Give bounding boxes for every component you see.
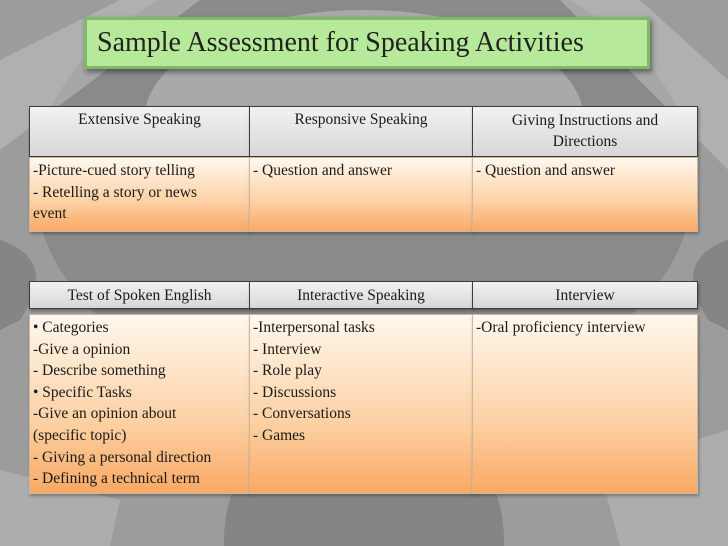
cell-line: - Describe something bbox=[33, 362, 166, 380]
cell-line: -Picture-cued story telling bbox=[33, 162, 195, 179]
cell-line: - Role play bbox=[253, 362, 322, 380]
cell-interactive-speaking bbox=[249, 314, 473, 494]
cell-line: - Retelling a story or news bbox=[33, 183, 198, 201]
cell-line: - Question and answer bbox=[253, 162, 393, 179]
cell-line: - Giving a personal direction bbox=[33, 448, 212, 466]
slide-title: Sample Assessment for Speaking Activities bbox=[84, 17, 650, 69]
cell-line: - Discussions bbox=[253, 383, 337, 401]
header-label: Extensive Speaking bbox=[78, 111, 201, 128]
cell-line: - Conversations bbox=[253, 405, 351, 423]
cell-line: (specific topic) bbox=[33, 426, 127, 444]
cell-line: - Interview bbox=[253, 340, 322, 358]
header-interactive-speaking bbox=[249, 281, 473, 309]
cell-giving-instructions bbox=[472, 157, 698, 232]
cell-responsive-speaking bbox=[249, 157, 473, 232]
header-label: Interactive Speaking bbox=[297, 286, 425, 304]
cell-line: - Question and answer bbox=[476, 162, 616, 179]
header-label: Giving Instructions and Directions bbox=[511, 111, 659, 150]
header-giving-instructions bbox=[472, 106, 698, 157]
cell-line: • Categories bbox=[33, 319, 109, 336]
header-interview bbox=[472, 281, 698, 309]
cell-line: -Give a opinion bbox=[33, 340, 131, 358]
cell-interview bbox=[472, 314, 698, 494]
cell-extensive-speaking bbox=[29, 157, 250, 232]
cell-line: - Games bbox=[253, 426, 306, 444]
cell-line: - Defining a technical term bbox=[33, 470, 200, 488]
header-responsive-speaking bbox=[249, 106, 473, 157]
cell-line: -Interpersonal tasks bbox=[253, 319, 375, 336]
cell-line: event bbox=[33, 205, 67, 223]
header-label: Interview bbox=[555, 286, 615, 304]
header-test-of-spoken-english bbox=[29, 281, 250, 309]
cell-line: -Oral proficiency interview bbox=[476, 319, 646, 336]
header-extensive-speaking bbox=[29, 106, 250, 157]
header-label: Test of Spoken English bbox=[67, 286, 212, 304]
header-label: Responsive Speaking bbox=[294, 111, 428, 128]
cell-test-of-spoken-english bbox=[29, 314, 250, 494]
cell-line: -Give an opinion about bbox=[33, 405, 177, 423]
cell-line: • Specific Tasks bbox=[33, 383, 132, 401]
